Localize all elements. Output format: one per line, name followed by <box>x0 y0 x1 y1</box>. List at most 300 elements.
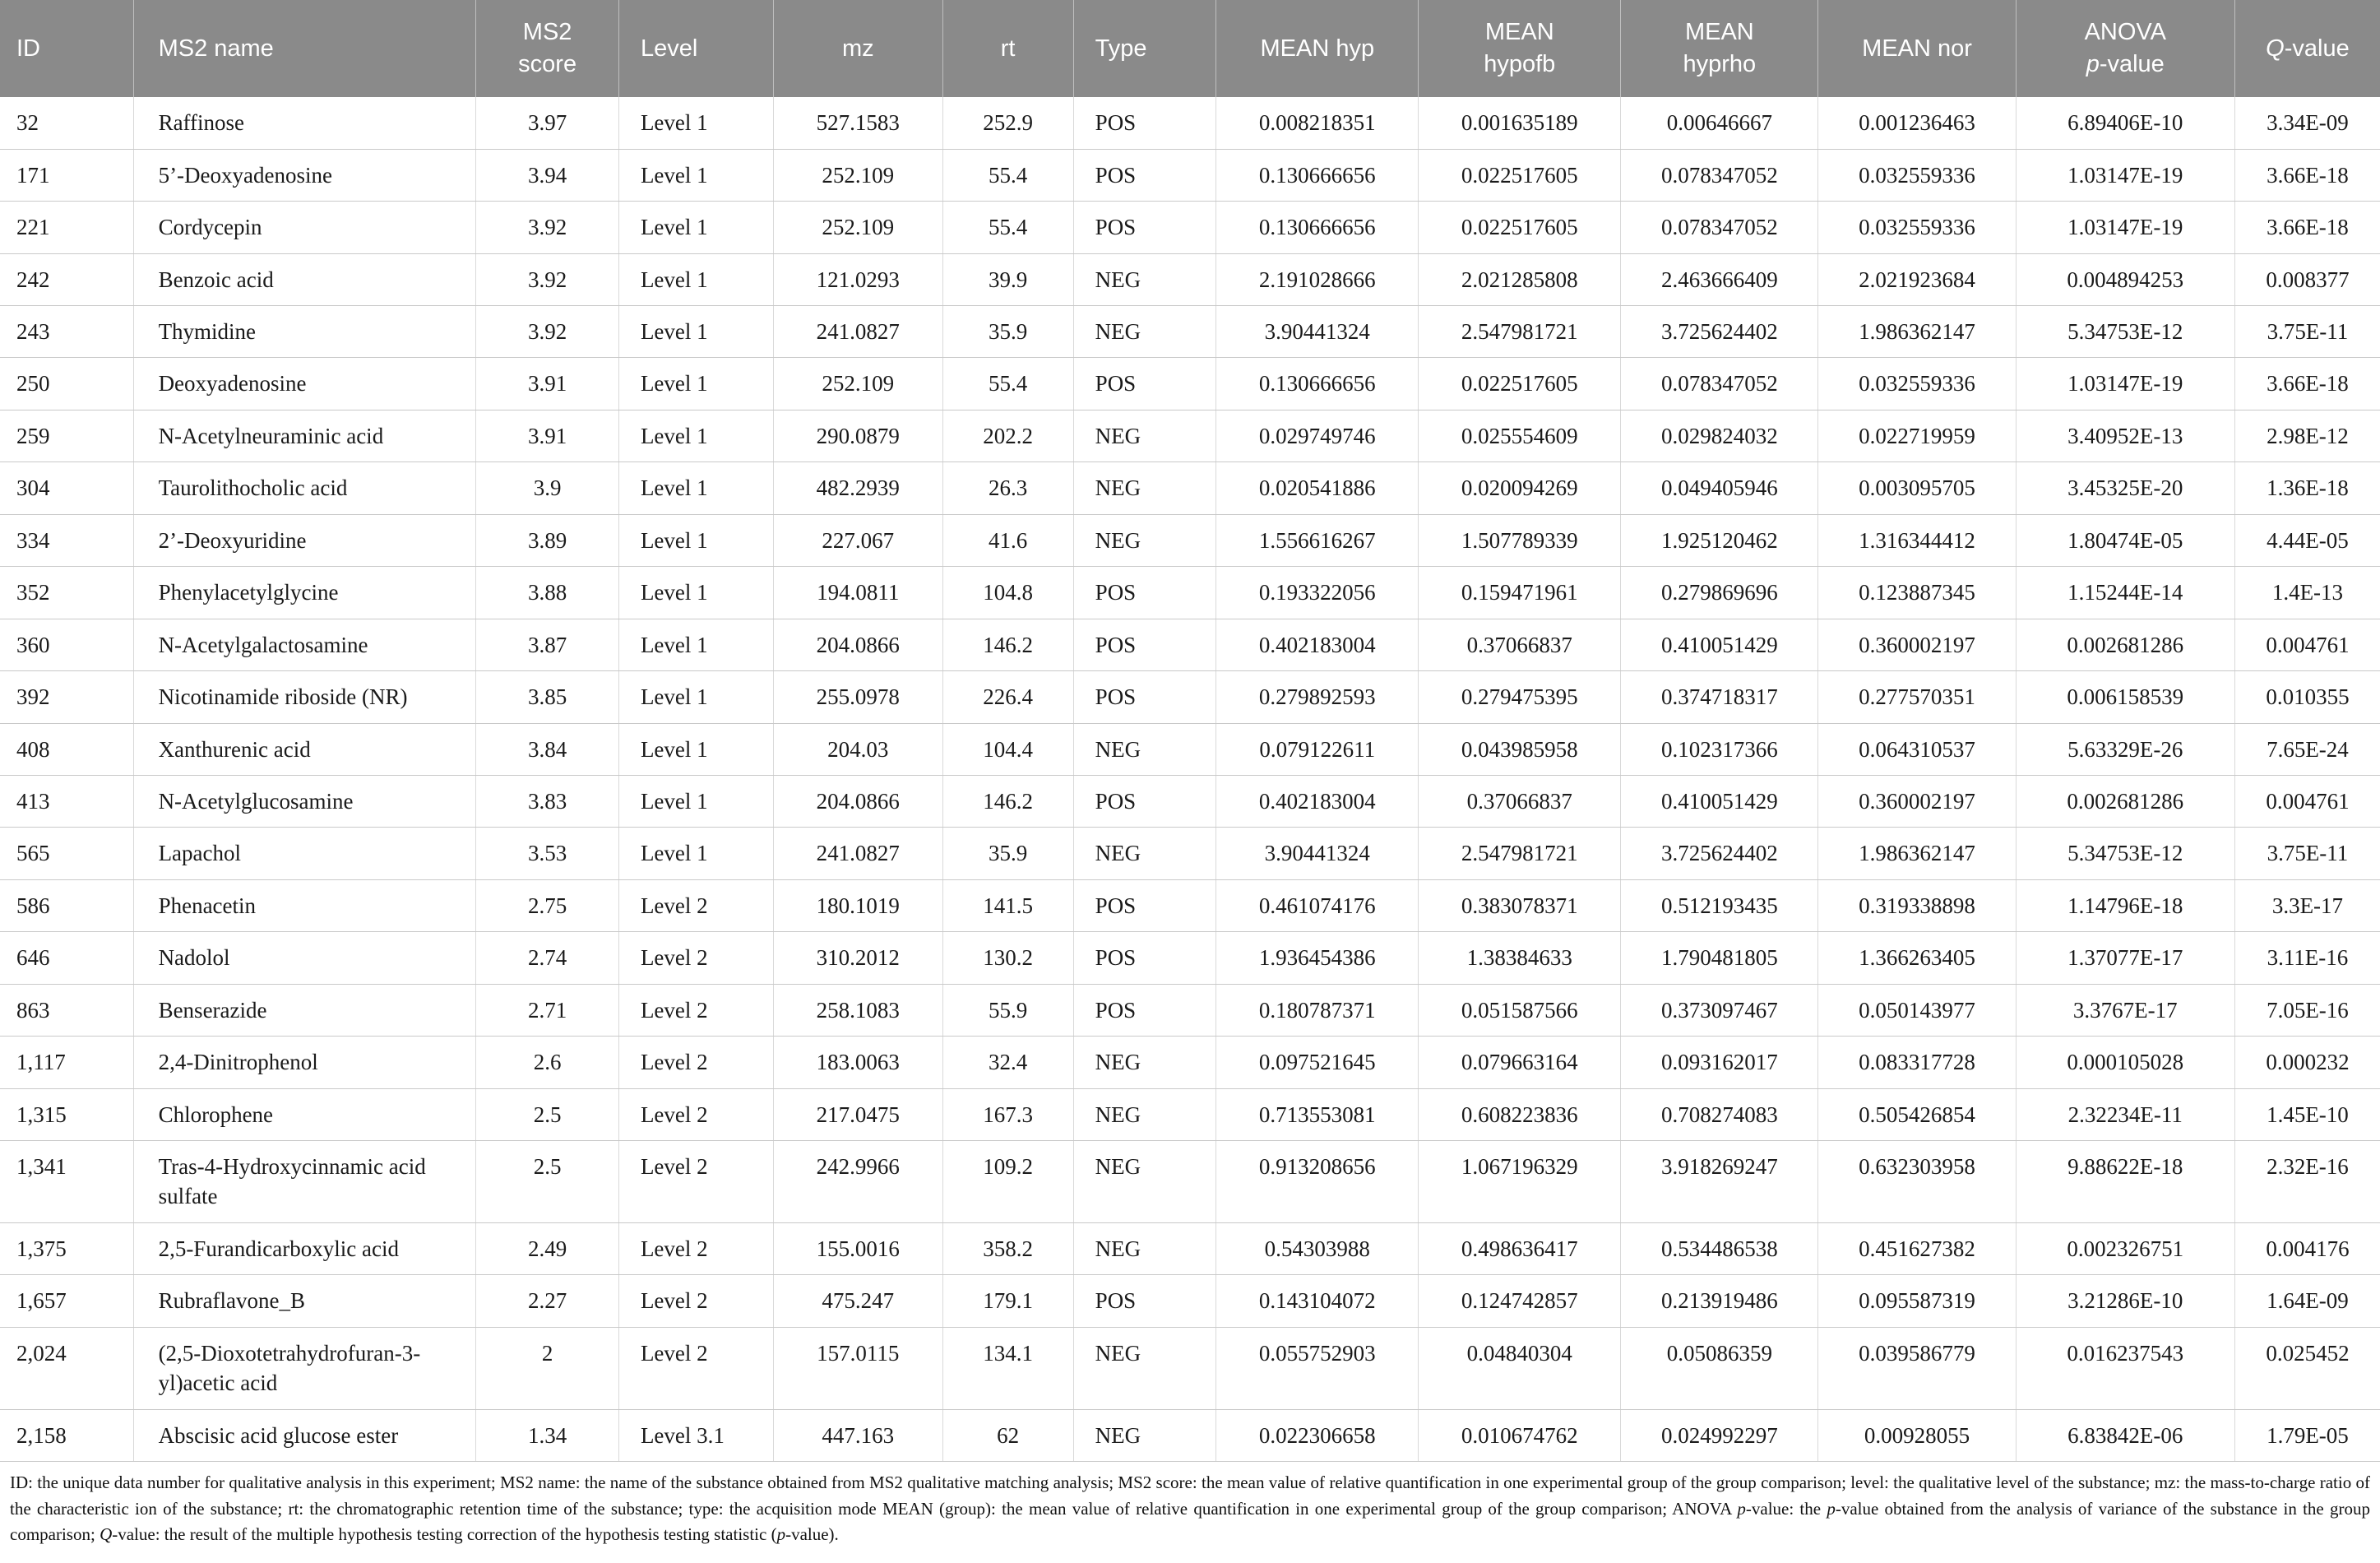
cell-anova: 0.002681286 <box>2016 775 2234 827</box>
cell-q: 1.36E-18 <box>2234 462 2380 514</box>
cell-nor: 0.123887345 <box>1818 567 2016 619</box>
cell-q: 1.45E-10 <box>2234 1088 2380 1140</box>
cell-hyprho: 1.790481805 <box>1621 932 1818 984</box>
cell-anova: 6.83842E-06 <box>2016 1409 2234 1461</box>
cell-id: 2,158 <box>0 1409 133 1461</box>
cell-nor: 2.021923684 <box>1818 253 2016 305</box>
cell-score: 3.53 <box>476 828 619 879</box>
cell-hyp: 0.193322056 <box>1216 567 1419 619</box>
cell-hypofb: 0.37066837 <box>1419 619 1621 670</box>
cell-hyp: 0.54303988 <box>1216 1222 1419 1274</box>
cell-hyprho: 0.093162017 <box>1621 1037 1818 1088</box>
cell-hypofb: 0.04840304 <box>1419 1327 1621 1409</box>
cell-mz: 217.0475 <box>774 1088 942 1140</box>
table-row <box>0 514 2380 566</box>
column-header-hypofb: MEAN hypofb <box>1419 0 1621 97</box>
cell-nor: 0.032559336 <box>1818 358 2016 410</box>
cell-hypofb: 0.279475395 <box>1419 671 1621 723</box>
cell-q: 4.44E-05 <box>2234 514 2380 566</box>
table-row <box>0 202 2380 253</box>
cell-anova: 1.15244E-14 <box>2016 567 2234 619</box>
cell-type: POS <box>1073 932 1216 984</box>
cell-name: 2,5-Furandicarboxylic acid <box>133 1222 476 1274</box>
cell-mz: 194.0811 <box>774 567 942 619</box>
cell-score: 1.34 <box>476 1409 619 1461</box>
cell-hypofb: 0.498636417 <box>1419 1222 1621 1274</box>
cell-rt: 109.2 <box>942 1141 1073 1223</box>
cell-hypofb: 2.547981721 <box>1419 828 1621 879</box>
cell-type: POS <box>1073 358 1216 410</box>
cell-rt: 35.9 <box>942 828 1073 879</box>
cell-nor: 1.986362147 <box>1818 828 2016 879</box>
cell-id: 259 <box>0 410 133 461</box>
cell-mz: 242.9966 <box>774 1141 942 1223</box>
cell-hypofb: 0.051587566 <box>1419 984 1621 1036</box>
cell-type: NEG <box>1073 828 1216 879</box>
cell-hyprho: 1.925120462 <box>1621 514 1818 566</box>
cell-rt: 179.1 <box>942 1275 1073 1327</box>
cell-q: 0.000232 <box>2234 1037 2380 1088</box>
table-footnote: ID: the unique data number for qualitative analysis in this experiment; MS2 name: the name of the substance obtained from MS2 qualitative matching analysis; MS2 score: the mean value of relative quantification in one experimental group of the group comparison; level: the qualitative level of the substance; mz: the mass-to-charge ratio of the characteristic ion of the substance; rt: the chromatographic retention time of the substance; type: the acquisition mode MEAN (group): the mean value of relative quantification in one experimental group of the group comparison; ANOVA p-value: the p-value obtained from the analysis of variance of the substance in the group comparison; Q-value: the result of the multiple hypothesis testing correction of the hypothesis testing statistic (p-value). <box>10 1473 2370 1545</box>
cell-hyp: 0.097521645 <box>1216 1037 1419 1088</box>
cell-level: Level 2 <box>618 1222 773 1274</box>
cell-name: Abscisic acid glucose ester <box>133 1409 476 1461</box>
cell-name: N-Acetylgalactosamine <box>133 619 476 670</box>
cell-mz: 255.0978 <box>774 671 942 723</box>
cell-level: Level 1 <box>618 567 773 619</box>
cell-type: NEG <box>1073 1327 1216 1409</box>
cell-nor: 0.050143977 <box>1818 984 2016 1036</box>
cell-nor: 1.986362147 <box>1818 306 2016 358</box>
cell-type: POS <box>1073 202 1216 253</box>
cell-score: 2.6 <box>476 1037 619 1088</box>
cell-q: 3.66E-18 <box>2234 149 2380 201</box>
cell-type: POS <box>1073 879 1216 931</box>
cell-id: 408 <box>0 723 133 775</box>
table-row <box>0 723 2380 775</box>
cell-q: 3.75E-11 <box>2234 306 2380 358</box>
cell-nor: 1.316344412 <box>1818 514 2016 566</box>
cell-level: Level 1 <box>618 619 773 670</box>
cell-type: POS <box>1073 671 1216 723</box>
cell-type: POS <box>1073 775 1216 827</box>
cell-mz: 241.0827 <box>774 828 942 879</box>
cell-id: 242 <box>0 253 133 305</box>
cell-rt: 104.8 <box>942 567 1073 619</box>
cell-hyp: 1.936454386 <box>1216 932 1419 984</box>
cell-hyprho: 0.512193435 <box>1621 879 1818 931</box>
cell-hyp: 0.461074176 <box>1216 879 1419 931</box>
cell-name: 5’-Deoxyadenosine <box>133 149 476 201</box>
cell-anova: 1.14796E-18 <box>2016 879 2234 931</box>
cell-level: Level 1 <box>618 202 773 253</box>
cell-level: Level 2 <box>618 1037 773 1088</box>
cell-score: 2.71 <box>476 984 619 1036</box>
cell-level: Level 1 <box>618 97 773 149</box>
cell-level: Level 1 <box>618 775 773 827</box>
cell-hyp: 0.402183004 <box>1216 619 1419 670</box>
cell-score: 3.87 <box>476 619 619 670</box>
cell-anova: 0.002681286 <box>2016 619 2234 670</box>
cell-nor: 0.001236463 <box>1818 97 2016 149</box>
cell-rt: 55.4 <box>942 202 1073 253</box>
column-header-nor: MEAN nor <box>1818 0 2016 97</box>
cell-rt: 62 <box>942 1409 1073 1461</box>
cell-hypofb: 0.020094269 <box>1419 462 1621 514</box>
table-row <box>0 984 2380 1036</box>
cell-rt: 167.3 <box>942 1088 1073 1140</box>
cell-level: Level 1 <box>618 149 773 201</box>
cell-id: 2,024 <box>0 1327 133 1409</box>
cell-type: NEG <box>1073 306 1216 358</box>
cell-rt: 226.4 <box>942 671 1073 723</box>
cell-type: POS <box>1073 619 1216 670</box>
cell-name: 2,4-Dinitrophenol <box>133 1037 476 1088</box>
cell-id: 352 <box>0 567 133 619</box>
cell-q: 0.025452 <box>2234 1327 2380 1409</box>
cell-q: 3.75E-11 <box>2234 828 2380 879</box>
cell-id: 1,315 <box>0 1088 133 1140</box>
cell-mz: 155.0016 <box>774 1222 942 1274</box>
cell-name: Nadolol <box>133 932 476 984</box>
cell-name: Nicotinamide riboside (NR) <box>133 671 476 723</box>
cell-score: 3.9 <box>476 462 619 514</box>
cell-anova: 9.88622E-18 <box>2016 1141 2234 1223</box>
cell-name: Cordycepin <box>133 202 476 253</box>
cell-mz: 527.1583 <box>774 97 942 149</box>
cell-hypofb: 0.079663164 <box>1419 1037 1621 1088</box>
cell-rt: 55.9 <box>942 984 1073 1036</box>
cell-hypofb: 0.022517605 <box>1419 358 1621 410</box>
cell-hypofb: 0.010674762 <box>1419 1409 1621 1461</box>
cell-mz: 252.109 <box>774 149 942 201</box>
cell-score: 3.85 <box>476 671 619 723</box>
cell-id: 1,657 <box>0 1275 133 1327</box>
cell-hyprho: 0.049405946 <box>1621 462 1818 514</box>
cell-score: 3.92 <box>476 202 619 253</box>
cell-nor: 0.632303958 <box>1818 1141 2016 1223</box>
cell-score: 3.97 <box>476 97 619 149</box>
cell-level: Level 2 <box>618 1141 773 1223</box>
column-header-mz: mz <box>774 0 942 97</box>
cell-hyp: 0.180787371 <box>1216 984 1419 1036</box>
cell-id: 171 <box>0 149 133 201</box>
cell-level: Level 2 <box>618 1327 773 1409</box>
cell-id: 863 <box>0 984 133 1036</box>
cell-q: 3.34E-09 <box>2234 97 2380 149</box>
cell-anova: 0.004894253 <box>2016 253 2234 305</box>
table-row <box>0 1088 2380 1140</box>
cell-hypofb: 0.043985958 <box>1419 723 1621 775</box>
cell-hypofb: 0.159471961 <box>1419 567 1621 619</box>
cell-rt: 39.9 <box>942 253 1073 305</box>
cell-nor: 0.064310537 <box>1818 723 2016 775</box>
cell-hyp: 0.713553081 <box>1216 1088 1419 1140</box>
table-row <box>0 1327 2380 1409</box>
table-row <box>0 253 2380 305</box>
cell-level: Level 2 <box>618 879 773 931</box>
cell-rt: 252.9 <box>942 97 1073 149</box>
cell-mz: 204.0866 <box>774 619 942 670</box>
cell-level: Level 1 <box>618 723 773 775</box>
cell-name: (2,5-Dioxotetrahydrofuran-3-yl)acetic acid <box>133 1327 476 1409</box>
cell-rt: 41.6 <box>942 514 1073 566</box>
cell-hypofb: 0.022517605 <box>1419 202 1621 253</box>
cell-hyp: 0.130666656 <box>1216 149 1419 201</box>
cell-hyprho: 0.078347052 <box>1621 202 1818 253</box>
cell-nor: 0.319338898 <box>1818 879 2016 931</box>
cell-name: Benserazide <box>133 984 476 1036</box>
cell-level: Level 2 <box>618 1275 773 1327</box>
cell-nor: 0.00928055 <box>1818 1409 2016 1461</box>
cell-rt: 141.5 <box>942 879 1073 931</box>
cell-name: Chlorophene <box>133 1088 476 1140</box>
cell-anova: 5.34753E-12 <box>2016 828 2234 879</box>
table-row <box>0 462 2380 514</box>
cell-id: 250 <box>0 358 133 410</box>
cell-hyprho: 0.213919486 <box>1621 1275 1818 1327</box>
cell-id: 221 <box>0 202 133 253</box>
cell-mz: 183.0063 <box>774 1037 942 1088</box>
cell-level: Level 3.1 <box>618 1409 773 1461</box>
cell-anova: 5.34753E-12 <box>2016 306 2234 358</box>
cell-id: 646 <box>0 932 133 984</box>
cell-level: Level 1 <box>618 671 773 723</box>
cell-hyp: 1.556616267 <box>1216 514 1419 566</box>
table-row <box>0 932 2380 984</box>
cell-hypofb: 2.021285808 <box>1419 253 1621 305</box>
table-row <box>0 879 2380 931</box>
cell-score: 3.94 <box>476 149 619 201</box>
cell-nor: 0.022719959 <box>1818 410 2016 461</box>
cell-name: Phenylacetylglycine <box>133 567 476 619</box>
cell-mz: 482.2939 <box>774 462 942 514</box>
cell-hypofb: 1.067196329 <box>1419 1141 1621 1223</box>
cell-name: Rubraflavone_B <box>133 1275 476 1327</box>
cell-hyp: 0.130666656 <box>1216 202 1419 253</box>
cell-score: 2.5 <box>476 1141 619 1223</box>
table-row <box>0 1037 2380 1088</box>
cell-nor: 1.366263405 <box>1818 932 2016 984</box>
cell-hypofb: 0.124742857 <box>1419 1275 1621 1327</box>
cell-hyprho: 0.102317366 <box>1621 723 1818 775</box>
cell-level: Level 1 <box>618 410 773 461</box>
cell-hypofb: 1.507789339 <box>1419 514 1621 566</box>
cell-q: 2.98E-12 <box>2234 410 2380 461</box>
cell-rt: 32.4 <box>942 1037 1073 1088</box>
cell-rt: 130.2 <box>942 932 1073 984</box>
cell-rt: 146.2 <box>942 619 1073 670</box>
cell-score: 2.49 <box>476 1222 619 1274</box>
cell-rt: 146.2 <box>942 775 1073 827</box>
cell-hyp: 0.402183004 <box>1216 775 1419 827</box>
cell-hyp: 3.90441324 <box>1216 828 1419 879</box>
cell-anova: 0.000105028 <box>2016 1037 2234 1088</box>
cell-level: Level 1 <box>618 462 773 514</box>
cell-q: 3.3E-17 <box>2234 879 2380 931</box>
column-header-hyp: MEAN hyp <box>1216 0 1419 97</box>
table-row <box>0 1409 2380 1461</box>
cell-hyp: 0.079122611 <box>1216 723 1419 775</box>
table-row <box>0 619 2380 670</box>
cell-anova: 5.63329E-26 <box>2016 723 2234 775</box>
table-row <box>0 410 2380 461</box>
cell-q: 0.004761 <box>2234 619 2380 670</box>
cell-name: Benzoic acid <box>133 253 476 305</box>
cell-hypofb: 0.025554609 <box>1419 410 1621 461</box>
cell-anova: 1.03147E-19 <box>2016 149 2234 201</box>
cell-id: 334 <box>0 514 133 566</box>
cell-q: 1.79E-05 <box>2234 1409 2380 1461</box>
cell-name: Phenacetin <box>133 879 476 931</box>
cell-hyprho: 0.00646667 <box>1621 97 1818 149</box>
cell-id: 32 <box>0 97 133 149</box>
cell-level: Level 1 <box>618 253 773 305</box>
table-row <box>0 149 2380 201</box>
cell-anova: 0.016237543 <box>2016 1327 2234 1409</box>
cell-nor: 0.451627382 <box>1818 1222 2016 1274</box>
cell-hyprho: 0.410051429 <box>1621 775 1818 827</box>
cell-hypofb: 0.001635189 <box>1419 97 1621 149</box>
cell-hyp: 0.130666656 <box>1216 358 1419 410</box>
cell-type: NEG <box>1073 462 1216 514</box>
cell-hyp: 2.191028666 <box>1216 253 1419 305</box>
cell-hyp: 0.055752903 <box>1216 1327 1419 1409</box>
column-header-rt: rt <box>942 0 1073 97</box>
cell-q: 1.4E-13 <box>2234 567 2380 619</box>
cell-id: 392 <box>0 671 133 723</box>
cell-anova: 3.21286E-10 <box>2016 1275 2234 1327</box>
cell-hyp: 0.022306658 <box>1216 1409 1419 1461</box>
cell-id: 1,117 <box>0 1037 133 1088</box>
cell-id: 1,341 <box>0 1141 133 1223</box>
cell-anova: 1.37077E-17 <box>2016 932 2234 984</box>
cell-rt: 35.9 <box>942 306 1073 358</box>
cell-anova: 1.03147E-19 <box>2016 358 2234 410</box>
table-row <box>0 306 2380 358</box>
column-header-level: Level <box>618 0 773 97</box>
cell-rt: 358.2 <box>942 1222 1073 1274</box>
cell-type: POS <box>1073 984 1216 1036</box>
cell-anova: 1.03147E-19 <box>2016 202 2234 253</box>
cell-nor: 0.505426854 <box>1818 1088 2016 1140</box>
cell-level: Level 2 <box>618 984 773 1036</box>
cell-q: 0.004176 <box>2234 1222 2380 1274</box>
cell-hyprho: 0.410051429 <box>1621 619 1818 670</box>
cell-hyprho: 0.078347052 <box>1621 358 1818 410</box>
cell-mz: 180.1019 <box>774 879 942 931</box>
table-header-row <box>0 0 2380 97</box>
cell-score: 2 <box>476 1327 619 1409</box>
cell-hyp: 3.90441324 <box>1216 306 1419 358</box>
cell-anova: 0.006158539 <box>2016 671 2234 723</box>
cell-name: Tras-4-Hydroxycinnamic acid sulfate <box>133 1141 476 1223</box>
cell-score: 3.91 <box>476 358 619 410</box>
cell-hyprho: 3.918269247 <box>1621 1141 1818 1223</box>
cell-id: 413 <box>0 775 133 827</box>
cell-name: Taurolithocholic acid <box>133 462 476 514</box>
cell-type: NEG <box>1073 1088 1216 1140</box>
cell-hyprho: 3.725624402 <box>1621 828 1818 879</box>
cell-mz: 252.109 <box>774 202 942 253</box>
cell-q: 7.65E-24 <box>2234 723 2380 775</box>
cell-hyprho: 2.463666409 <box>1621 253 1818 305</box>
cell-name: Deoxyadenosine <box>133 358 476 410</box>
cell-rt: 55.4 <box>942 149 1073 201</box>
table-row <box>0 358 2380 410</box>
cell-hyp: 0.143104072 <box>1216 1275 1419 1327</box>
table-head <box>0 0 2380 97</box>
cell-anova: 3.40952E-13 <box>2016 410 2234 461</box>
cell-anova: 2.32234E-11 <box>2016 1088 2234 1140</box>
cell-hyprho: 3.725624402 <box>1621 306 1818 358</box>
cell-anova: 0.002326751 <box>2016 1222 2234 1274</box>
cell-hypofb: 1.38384633 <box>1419 932 1621 984</box>
cell-hypofb: 2.547981721 <box>1419 306 1621 358</box>
cell-hypofb: 0.37066837 <box>1419 775 1621 827</box>
cell-level: Level 1 <box>618 514 773 566</box>
cell-q: 1.64E-09 <box>2234 1275 2380 1327</box>
cell-nor: 0.360002197 <box>1818 619 2016 670</box>
cell-q: 0.004761 <box>2234 775 2380 827</box>
column-header-anova: ANOVA p-value <box>2016 0 2234 97</box>
cell-type: NEG <box>1073 1037 1216 1088</box>
cell-level: Level 1 <box>618 828 773 879</box>
cell-hyp: 0.008218351 <box>1216 97 1419 149</box>
cell-type: NEG <box>1073 1222 1216 1274</box>
cell-q: 3.66E-18 <box>2234 202 2380 253</box>
cell-id: 243 <box>0 306 133 358</box>
cell-anova: 3.45325E-20 <box>2016 462 2234 514</box>
cell-nor: 0.032559336 <box>1818 202 2016 253</box>
cell-name: 2’-Deoxyuridine <box>133 514 476 566</box>
cell-hyprho: 0.374718317 <box>1621 671 1818 723</box>
cell-level: Level 2 <box>618 932 773 984</box>
cell-type: POS <box>1073 149 1216 201</box>
cell-type: NEG <box>1073 723 1216 775</box>
column-header-id: ID <box>0 0 133 97</box>
cell-nor: 0.277570351 <box>1818 671 2016 723</box>
cell-score: 3.88 <box>476 567 619 619</box>
cell-rt: 26.3 <box>942 462 1073 514</box>
cell-hyprho: 0.05086359 <box>1621 1327 1818 1409</box>
cell-mz: 121.0293 <box>774 253 942 305</box>
cell-q: 3.66E-18 <box>2234 358 2380 410</box>
cell-hyprho: 0.373097467 <box>1621 984 1818 1036</box>
table-row <box>0 567 2380 619</box>
column-header-score: MS2 score <box>476 0 619 97</box>
cell-score: 3.92 <box>476 306 619 358</box>
cell-level: Level 2 <box>618 1088 773 1140</box>
cell-type: POS <box>1073 1275 1216 1327</box>
cell-anova: 1.80474E-05 <box>2016 514 2234 566</box>
cell-mz: 204.03 <box>774 723 942 775</box>
cell-hypofb: 0.383078371 <box>1419 879 1621 931</box>
cell-score: 2.74 <box>476 932 619 984</box>
cell-hyp: 0.020541886 <box>1216 462 1419 514</box>
cell-hyprho: 0.279869696 <box>1621 567 1818 619</box>
cell-mz: 241.0827 <box>774 306 942 358</box>
cell-score: 2.75 <box>476 879 619 931</box>
cell-id: 1,375 <box>0 1222 133 1274</box>
cell-hyprho: 0.024992297 <box>1621 1409 1818 1461</box>
cell-hyprho: 0.078347052 <box>1621 149 1818 201</box>
table-body <box>0 97 2380 1461</box>
cell-hyprho: 0.708274083 <box>1621 1088 1818 1140</box>
cell-name: N-Acetylglucosamine <box>133 775 476 827</box>
table-row <box>0 97 2380 149</box>
column-header-name: MS2 name <box>133 0 476 97</box>
